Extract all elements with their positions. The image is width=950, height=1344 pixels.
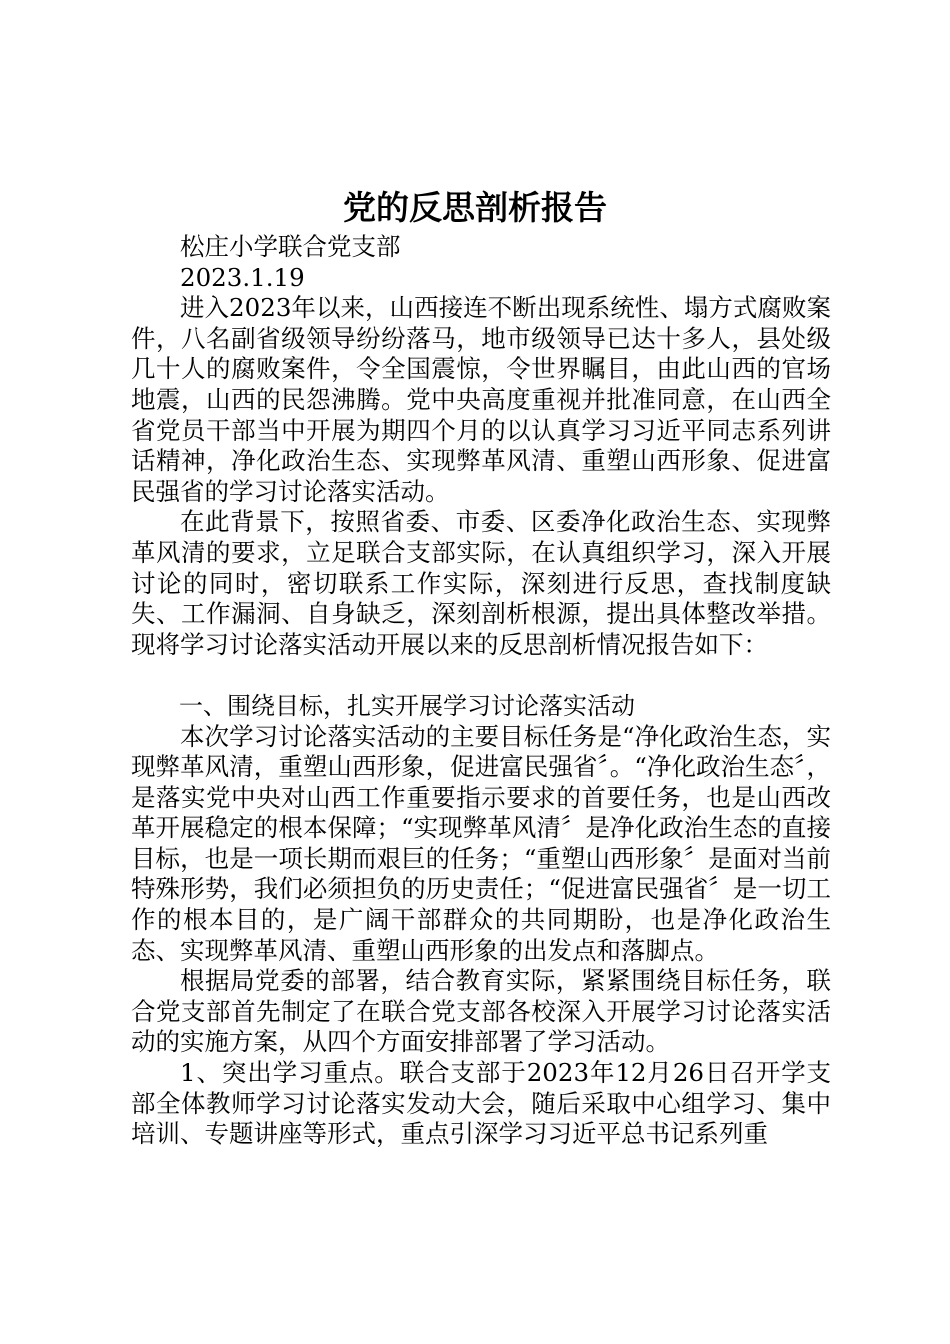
author-line: 松庄小学联合党支部 xyxy=(180,232,401,261)
document-title: 党的反思剖析报告 xyxy=(343,188,607,227)
section-1-paragraph-2: 根据局党委的部署，结合教育实际，紧紧围绕目标任务，联合党支部首先制定了在联合党支部各校深入开展学习讨论落实活动的实施方案，从四个方面安排部署了学习活动。 xyxy=(131,966,831,1057)
date-line: 2023.1.19 xyxy=(180,262,305,292)
intro-paragraph-1: 进入2023年以来，山西接连不断出现系统性、塌方式腐败案件，八名副省级领导纷纷落马，地市级领导已达十多人，县处级几十人的腐败案件，令全国震惊，令世界瞩目，由此山西的官场地震，山西的民怨沸腾。党中央高度重视并批准同意，在山西全省党员干部当中开展为期四个月的以认真学习习近平同志系列讲话精神，净化政治生态、实现弊革风清、重塑山西形象、促进富民强省的学习讨论落实活动。 xyxy=(131,293,831,506)
intro-paragraph-2: 在此背景下，按照省委、市委、区委净化政治生态、实现弊革风清的要求，立足联合支部实际，在认真组织学习，深入开展讨论的同时，密切联系工作实际，深刻进行反思，查找制度缺失、工作漏洞、自身缺乏，深刻剖析根源，提出具体整改举措。现将学习讨论落实活动开展以来的反思剖析情况报告如下： xyxy=(131,507,831,659)
document-body xyxy=(131,232,831,1150)
section-1-paragraph-3: 1、突出学习重点。联合支部于2023年12月26日召开学支部全体教师学习讨论落实发动大会，随后采取中心组学习、集中培训、专题讲座等形式，重点引深学习习近平总书记系列重 xyxy=(131,1058,831,1149)
blank-line xyxy=(131,660,831,691)
section-1-heading: 一、围绕目标，扎实开展学习讨论落实活动 xyxy=(179,691,635,720)
section-1-paragraph-1: 本次学习讨论落实活动的主要目标任务是“净化政治生态，实现弊革风清，重塑山西形象，促进富民强省〞。“净化政治生态〞，是落实党中央对山西工作重要指示要求的首要任务，也是山西改革开展稳定的根本保障；“实现弊革风清〞是净化政治生态的直接目标，也是一项长期而艰巨的任务；“重塑山西形象〞是面对当前特殊形势，我们必须担负的历史责任；“促进富民强省〞是一切工作的根本目的，是广阔干部群众的共同期盼，也是净化政治生态、实现弊革风清、重塑山西形象的出发点和落脚点。 xyxy=(131,721,831,965)
